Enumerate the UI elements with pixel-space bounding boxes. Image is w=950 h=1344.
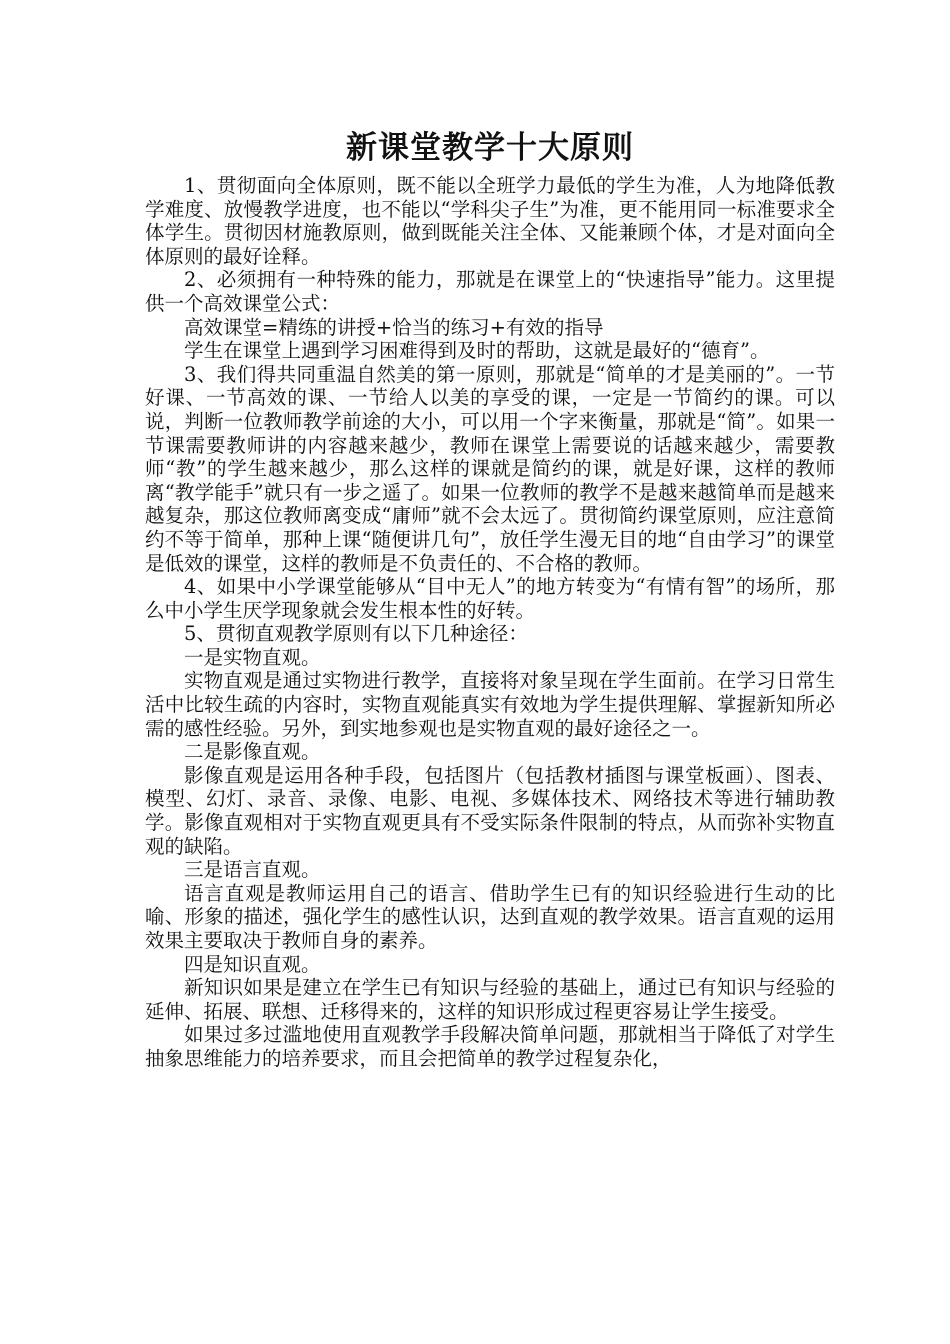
paragraph: 一是实物直观。: [184, 645, 321, 669]
paragraph: 新知识如果是建立在学生已有知识与经验的基础上，通过已有知识与经验的延伸、拓展、联想、迁移得来的，这样的知识形成过程更容易让学生接受。: [145, 976, 835, 1023]
paragraph: 2、必须拥有一种特殊的能力，那就是在课堂上的“快速指导”能力。这里提供一个高效课堂公式：: [145, 268, 835, 315]
paragraph: 实物直观是通过实物进行教学，直接将对象呈现在学生面前。在学习日常生活中比较生疏的内容时，实物直观能真实有效地为学生提供理解、掌握新知所必需的感性经验。另外，到实地参观也是实物直观的最好途径之一。: [145, 669, 835, 740]
paragraph: 3、我们得共同重温自然美的第一原则，那就是“简单的才是美丽的”。一节好课、一节高效的课、一节给人以美的享受的课，一定是一节简约的课。可以说，判断一位教师教学前途的大小，可以用一个字来衡量，那就是“简”。如果一节课需要教师讲的内容越来越少，教师在课堂上需要说的话越来越少，需要教师“教”的学生越来越少，那么这样的课就是简约的课，就是好课，这样的教师离“教学能手”就只有一步之遥了。如果一位教师的教学不是越来越简单而是越来越复杂，那这位教师离变成“庸师”就不会太远了。贯彻简约课堂原则，应注意简约不等于简单，那种上课“随便讲几句”，放任学生漫无目的地“自由学习”的课堂是低效的课堂，这样的教师是不负责任的、不合格的教师。: [145, 362, 835, 575]
paragraph: 5、贯彻直观教学原则有以下几种途径：: [184, 622, 528, 646]
paragraph: 二是影像直观。: [184, 740, 321, 764]
paragraph: 如果过多过滥地使用直观教学手段解决简单问题，那就相当于降低了对学生抽象思维能力的培养要求，而且会把简单的教学过程复杂化，: [145, 1023, 835, 1070]
paragraph: 4、如果中小学课堂能够从“目中无人”的地方转变为“有情有智”的场所，那么中小学生厌学现象就会发生根本性的好转。: [145, 575, 835, 622]
paragraph: 高效课堂=精练的讲授+恰当的练习+有效的指导: [184, 315, 604, 339]
paragraph: 学生在课堂上遇到学习困难得到及时的帮助，这就是最好的“德育”。: [184, 339, 770, 363]
paragraph: 四是知识直观。: [184, 952, 321, 976]
document-page: [145, 128, 835, 1071]
document-title: 新课堂教学十大原则: [346, 130, 634, 166]
paragraph: 语言直观是教师运用自己的语言、借助学生已有的知识经验进行生动的比喻、形象的描述，强化学生的感性认识，达到直观的教学效果。语言直观的运用效果主要取决于教师自身的素养。: [145, 881, 835, 952]
paragraph: 三是语言直观。: [184, 858, 321, 882]
paragraph: 影像直观是运用各种手段，包括图片（包括教材插图与课堂板画）、图表、模型、幻灯、录音、录像、电影、电视、多媒体技术、网络技术等进行辅助教学。影像直观相对于实物直观更具有不受实际条件限制的特点，从而弥补实物直观的缺陷。: [145, 763, 835, 858]
paragraph: 1、贯彻面向全体原则，既不能以全班学力最低的学生为准，人为地降低教学难度、放慢教学进度，也不能以“学科尖子生”为准，更不能用同一标准要求全体学生。贯彻因材施教原则，做到既能关注全体、又能兼顾个体，才是对面向全体原则的最好诠释。: [145, 174, 835, 268]
